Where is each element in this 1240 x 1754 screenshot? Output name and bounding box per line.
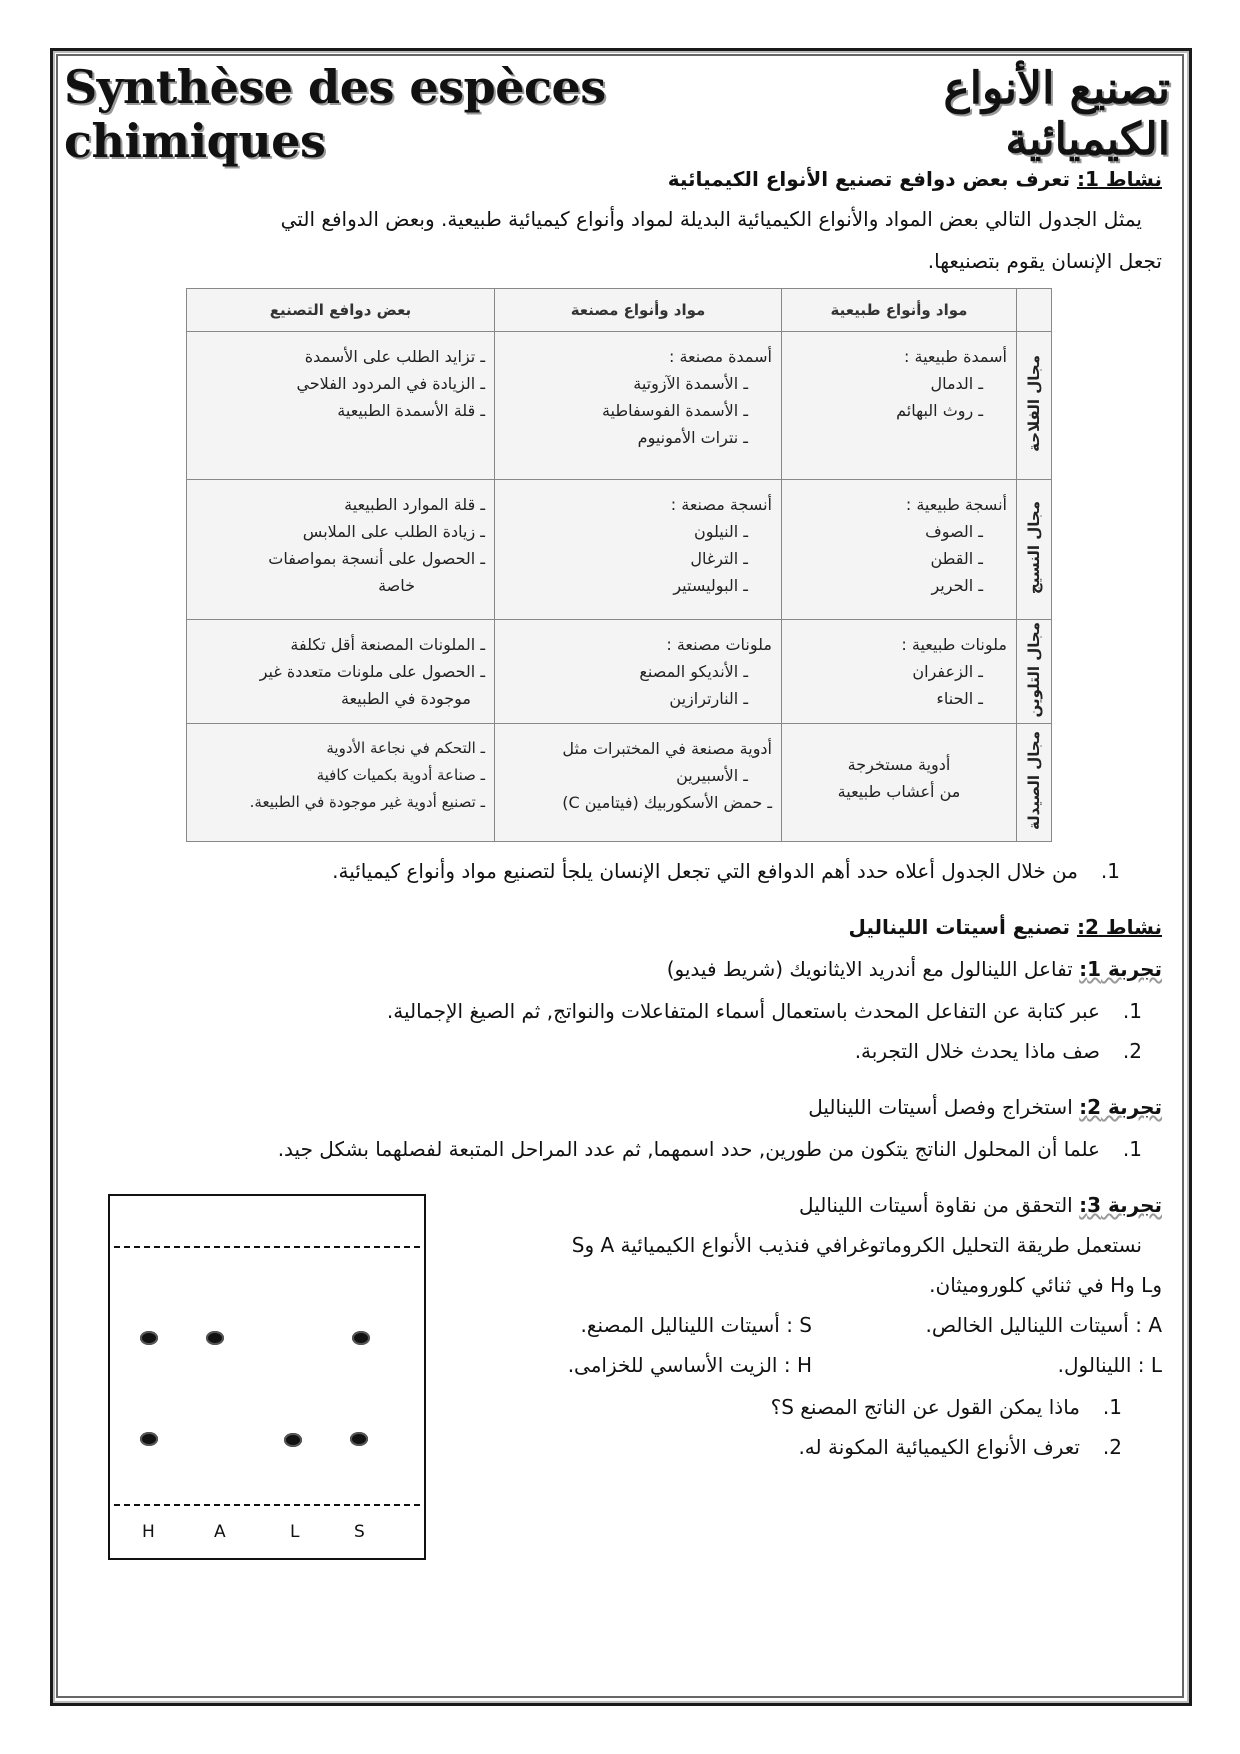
exp1-question2: 2.صف ماذا يحدث خلال التجربة. [854, 1039, 1142, 1063]
activity2-label: نشاط 2: [1076, 915, 1162, 939]
motives-table [186, 288, 1052, 842]
exp2-title: استخراج وفصل أسيتات الليناليل [808, 1095, 1073, 1119]
activity2-heading [849, 912, 1162, 942]
exp2-question1: 1.علما أن المحلول الناتج يتكون من طورين, حدد اسمهما, ثم عدد المراحل المتبعة لفصلهما بشكل جيد. [277, 1137, 1142, 1161]
lane-label-h: H [142, 1522, 155, 1542]
table-header-synthetic: مواد وأنواع مصنعة [495, 289, 782, 332]
exp3-text-line2: وL وH في ثنائي كلوروميثان. [929, 1273, 1162, 1297]
exp3-heading [799, 1190, 1162, 1220]
lane-label-s: S [354, 1522, 365, 1542]
spot-l-lower [284, 1433, 302, 1447]
exp3-question1: 1.ماذا يمكن القول عن الناتج المصنع S؟ [770, 1395, 1122, 1419]
spot-h-lower [140, 1432, 158, 1446]
chromatogram-plate [108, 1194, 426, 1560]
exp1-title: تفاعل اللينالول مع أندريد الايثانويك (شريط فيديو) [666, 957, 1073, 981]
table-row [187, 480, 1052, 620]
exp2-heading [808, 1092, 1162, 1122]
natural-cell: أدوية مستخرجة من أعشاب طبيعية [782, 724, 1017, 842]
activity1-intro-line1: يمثل الجدول التالي بعض المواد والأنواع الكيميائية البديلة لمواد وأنواع كيميائية طبيعية. وبعض الدوافع التي [280, 207, 1142, 231]
exp1-label: تجربة 1: [1079, 957, 1162, 981]
exp2-label: تجربة 2: [1079, 1095, 1162, 1119]
table-header-domain [1017, 289, 1052, 332]
lane-label-l: L [290, 1522, 300, 1542]
synthetic-cell: أدوية مصنعة في المختبرات مثل ـ الأسبيرين ـ حمض الأسكوربيك (فيتامين C) [495, 724, 782, 842]
solvent-front-line [114, 1246, 420, 1248]
synthetic-cell: ملونات مصنعة : ـ الأنديكو المصنع ـ النارترازين [495, 620, 782, 724]
domain-cell: مجال الفلاحة [1017, 332, 1052, 480]
activity1-title: تعرف بعض دوافع تصنيع الأنواع الكيميائية [667, 167, 1070, 191]
domain-cell: مجال الصيدلة [1017, 724, 1052, 842]
lane-label-a: A [214, 1522, 226, 1542]
table-row [187, 620, 1052, 724]
motives-cell: ـ تزايد الطلب على الأسمدة ـ الزيادة في المردود الفلاحي ـ قلة الأسمدة الطبيعية [187, 332, 495, 480]
synthetic-cell: أسمدة مصنعة : ـ الأسمدة الآزوتية ـ الأسمدة الفوسفاطية ـ نترات الأمونيوم [495, 332, 782, 480]
exp3-legend-h: H : الزيت الأساسي للخزامى. [567, 1353, 812, 1377]
spot-s-lower [350, 1432, 368, 1446]
page-title [64, 60, 1170, 168]
natural-cell: أنسجة طبيعية : ـ الصوف ـ القطن ـ الحرير [782, 480, 1017, 620]
table-row [187, 332, 1052, 480]
exp3-title: التحقق من نقاوة أسيتات الليناليل [799, 1193, 1073, 1217]
spot-h-upper [140, 1331, 158, 1345]
spot-s-upper [352, 1331, 370, 1345]
title-arabic: تصنيع الأنواع الكيميائية [943, 63, 1170, 165]
exp3-label: تجربة 3: [1079, 1193, 1162, 1217]
domain-cell: مجال التلوين [1017, 620, 1052, 724]
synthetic-cell: أنسجة مصنعة : ـ النيلون ـ الترغال ـ البوليستير [495, 480, 782, 620]
exp1-heading [667, 954, 1162, 984]
exp1-question1: 1.عبر كتابة عن التفاعل المحدث باستعمال أسماء المتفاعلات والنواتج, ثم الصيغ الإجمالية. [386, 999, 1142, 1023]
table-row [187, 724, 1052, 842]
natural-cell: ملونات طبيعية : ـ الزعفران ـ الحناء [782, 620, 1017, 724]
spot-a-upper [206, 1331, 224, 1345]
motives-cell: ـ الملونات المصنعة أقل تكلفة ـ الحصول على ملونات متعددة غير موجودة في الطبيعة [187, 620, 495, 724]
exp3-text-line1: نستعمل طريقة التحليل الكروماتوغرافي فنذيب الأنواع الكيميائية A وS [571, 1233, 1142, 1257]
natural-cell: أسمدة طبيعية : ـ الدمال ـ روث البهائم [782, 332, 1017, 480]
domain-cell: مجال النسيج [1017, 480, 1052, 620]
motives-cell: ـ قلة الموارد الطبيعية ـ زيادة الطلب على الملابس ـ الحصول على أنسجة بمواصفات خاصة [187, 480, 495, 620]
exp3-question2: 2.تعرف الأنواع الكيميائية المكونة له. [798, 1435, 1122, 1459]
activity1-label: نشاط 1: [1076, 167, 1162, 191]
exp3-legend-l: L : اللينالول. [1057, 1353, 1162, 1377]
title-french: Synthèse des espèces chimiques [64, 60, 606, 168]
exp3-legend-s: S : أسيتات الليناليل المصنع. [580, 1313, 812, 1337]
table-header-motives: بعض دوافع التصنيع [187, 289, 495, 332]
table-header-natural: مواد وأنواع طبيعية [782, 289, 1017, 332]
activity1-heading [668, 164, 1162, 194]
exp3-legend-a: A : أسيتات الليناليل الخالص. [925, 1313, 1162, 1337]
activity1-question1: 1.من خلال الجدول أعلاه حدد أهم الدوافع التي تجعل الإنسان يلجأ لتصنيع مواد وأنواع كيميائية. [332, 859, 1120, 883]
table-header-row [187, 289, 1052, 332]
activity1-intro-line2: تجعل الإنسان يقوم بتصنيعها. [927, 249, 1162, 273]
baseline-line [114, 1504, 420, 1506]
activity2-title: تصنيع أسيتات الليناليل [848, 915, 1070, 939]
motives-cell: ـ التحكم في نجاعة الأدوية ـ صناعة أدوية بكميات كافية ـ تصنيع أدوية غير موجودة في الطبيعة. [187, 724, 495, 842]
